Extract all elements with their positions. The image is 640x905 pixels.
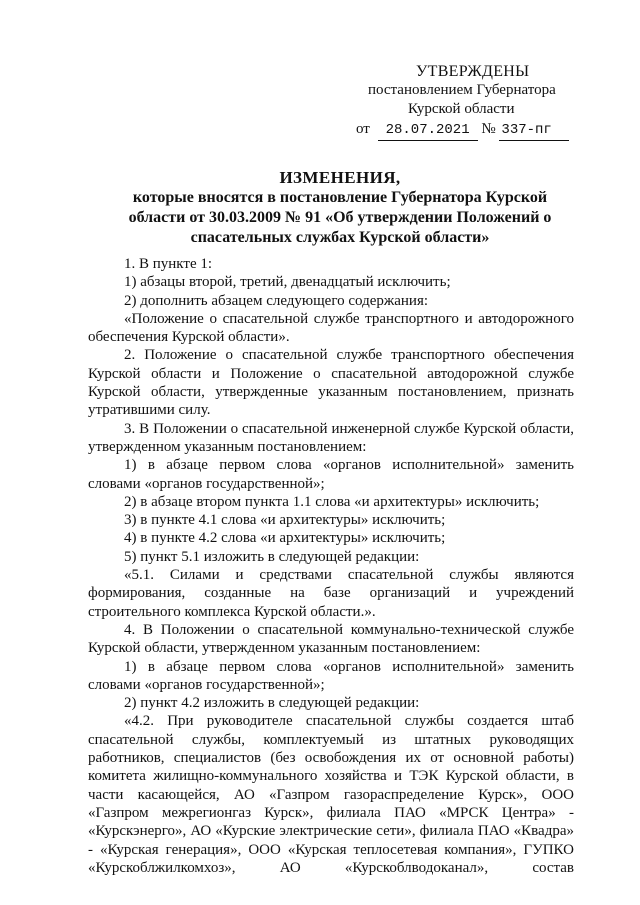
paragraph: 5) пункт 5.1 изложить в следующей редакции: [124,548,420,565]
paragraph: 3) в пункте 4.1 слова «и архитектуры» исключить; [124,512,446,529]
paragraph: 1) абзацы второй, третий, двенадцатый исключить; [124,274,451,291]
paragraph: 1. В пункте 1: [124,256,213,272]
paragraph: 3. В Положении о спасательной инженерной службе Курской области, утвержденном указанным постановлением: [88,420,574,455]
approved-region: Курской области [408,101,515,117]
paragraph: «5.1. Силами и средствами спасательной службы являются формирования, созданные на базе организаций и учреждений строительного комплекса Курской области.». [88,567,574,620]
title-main: ИЗМЕНЕНИЯ, [279,168,401,187]
approval-block [356,62,586,141]
approval-date: 28.07.2021 [378,121,478,141]
paragraph: 1) в абзаце первом слова «органов исполнительной» заменить словами «органов государственной»; [88,658,574,693]
approval-date-line [356,120,586,141]
paragraph: 2) пункт 4.2 изложить в следующей редакции: [124,695,420,712]
title-line-2: области от 30.03.2009 № 91 «Об утверждении Положений о [128,209,552,226]
paragraph: 4) в пункте 4.2 слова «и архитектуры» исключить; [124,530,446,547]
paragraph: 4. В Положении о спасательной коммунально-технической службе Курской области, утвержденном указанным постановлением: [88,621,574,657]
approved-heading: УТВЕРЖДЕНЫ [416,63,530,80]
paragraph: 2. Положение о спасательной службе транспортного обеспечения Курской области и Положение о спасательной автодорожной службе Курской области, утвержденные указанным постановлением, признать утратившими силу. [88,347,574,419]
approval-number: 337-пг [499,121,569,141]
paragraph: 2) в абзаце втором пункта 1.1 слова «и архитектуры» исключить; [124,493,540,510]
paragraph: 1) в абзаце первом слова «органов исполнительной» заменить словами «органов государственной»; [88,457,574,492]
document-title [100,168,580,248]
document-body [88,255,574,877]
paragraph: 2) дополнить абзацем следующего содержания: [124,292,429,309]
from-label: от [356,121,370,137]
approved-by: постановлением Губернатора [368,82,556,98]
title-line-1: которые вносятся в постановление Губернатора Курской [132,189,548,206]
title-line-3: спасательных службах Курской области» [190,229,490,246]
paragraph: «4.2. При руководителе спасательной службы создается штаб спасательной службы, комплектуемый из штатных руководящих работников, специалистов (без освобождения их от основной работы) комитета жилищно-коммунального хозяйства и ТЭК Курской области, в части касающейся, АО «Газпром газораспределение Курск», ООО «Газпром межрегионгаз Курск», филиала ПАО «МРСК Центра» - «Курскэнерго», АО «Курские электрические сети», филиала ПАО «Квадра» - «Курская генерация», ООО «Курская теплосетевая компания», ГУПКО «Курскоблжилкомхоз», АО «Курскоблводоканал», состав [88,713,574,876]
paragraph: «Положение о спасательной службе транспортного и автодорожного обеспечения Курской области». [88,310,574,346]
number-label: № [481,121,496,137]
